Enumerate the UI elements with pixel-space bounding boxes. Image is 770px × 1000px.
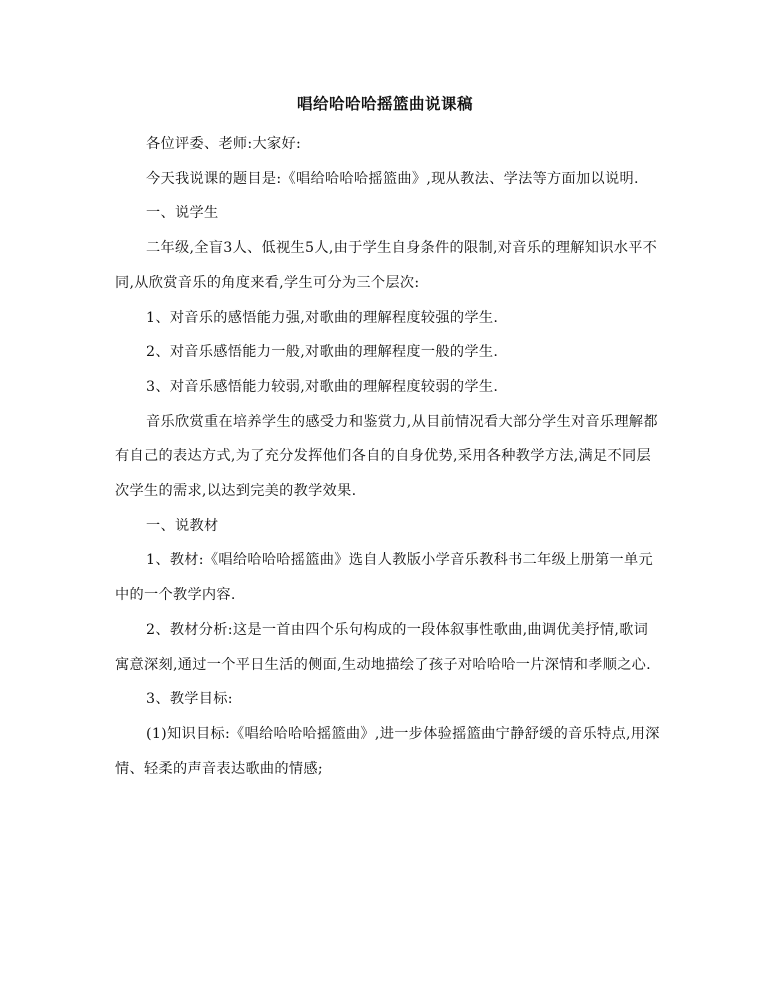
heading-teaching-goals: 3、教学目标: — [146, 691, 233, 708]
paragraph-greeting: 各位评委、老师:大家好: — [146, 136, 302, 152]
heading-students: 一、说学生 — [146, 205, 219, 222]
list-item-level-3: 3、对音乐感悟能力较弱,对歌曲的理解程度较弱的学生. — [146, 378, 499, 395]
document-body — [115, 127, 660, 786]
document-title: 唱给哈哈哈摇篮曲说课稿 — [296, 94, 473, 113]
paragraph-appreciation: 音乐欣赏重在培养学生的感受力和鉴赏力,从目前情况看大部分学生对音乐理解都有自己的表达方式,为了充分发挥他们各自的自身优势,采用各种教学方法,满足不同层次学生的需求,以达到完美的教学效果. — [115, 413, 658, 500]
paragraph-students: 二年级,全盲3人、低视生5人,由于学生自身条件的限制,对音乐的理解知识水平不同,从欣赏音乐的角度来看,学生可分为三个层次: — [115, 240, 658, 291]
paragraph-material-source: 1、教材:《唱给哈哈哈摇篮曲》选自人教版小学音乐教科书二年级上册第一单元中的一个教学内容. — [115, 552, 653, 604]
paragraph-intro: 今天我说课的题目是:《唱给哈哈哈摇篮曲》,现从教法、学法等方面加以说明. — [146, 170, 639, 187]
paragraph-material-analysis: 2、教材分析:这是一首由四个乐句构成的一段体叙事性歌曲,曲调优美抒情,歌词寓意深刻,通过一个平日生活的侧面,生动地描绘了孩子对哈哈哈一片深情和孝顺之心. — [115, 621, 651, 673]
heading-materials: 一、说教材 — [146, 517, 219, 534]
list-item-level-2: 2、对音乐感悟能力一般,对歌曲的理解程度一般的学生. — [146, 344, 499, 361]
paragraph-knowledge-goal: (1)知识目标:《唱给哈哈哈摇篮曲》,进一步体验摇篮曲宁静舒缓的音乐特点,用深情、轻柔的声音表达歌曲的情感; — [115, 725, 660, 777]
list-item-level-1: 1、对音乐的感悟能力强,对歌曲的理解程度较强的学生. — [146, 309, 499, 326]
